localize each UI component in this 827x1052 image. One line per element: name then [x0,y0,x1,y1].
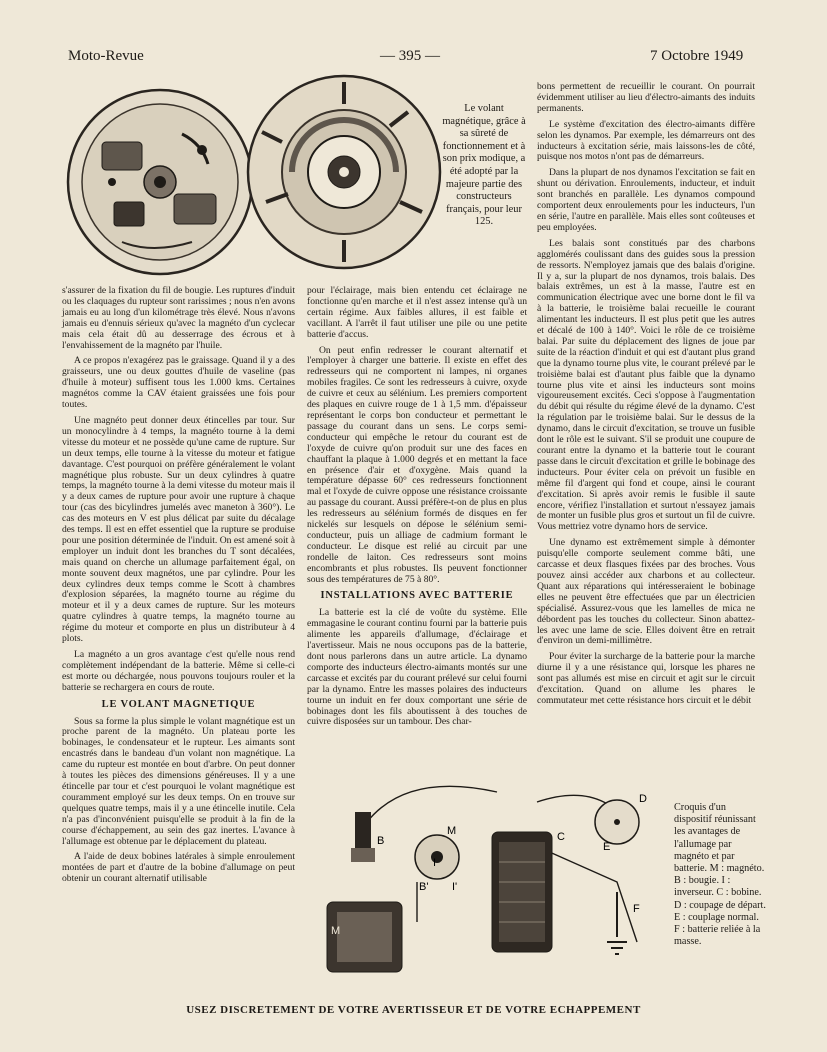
paragraph: Pour éviter la surcharge de la batterie pour la marche diurne il y a une résistance qui, lorsque les phares ne sont pas allumés est mise en circuit et agit sur le circuit d'excitation. Quand on allume les phares le commutateur met cette résistance hors circuit et le débit [537,651,755,706]
magneto-drawing [327,902,402,972]
magazine-title: Moto-Revue [68,48,144,64]
section-heading-volant: LE VOLANT MAGNETIQUE [101,698,256,710]
top-figure-caption: Le volant magnétique, grâce à sa sûreté de fonctionnement et à son prix modique, a été adopté par la majeure partie des constructeurs français, pour leur 125. [442,103,526,228]
paragraph: s'assurer de la fixation du fil de bougie. Les ruptures d'induit ou les claquages du rupteur sont rarissimes ; nous n'en avons jamais eu au long d'un kilométrage très élevé. Nous n'avons jamais eu d'ennuis sérieux qu'avec la magnéto d'un cyclecar mais cela était dû au desserrage des écrous et à l'envahissement de la magnéto par l'huile. [62,285,295,351]
section-heading-batterie: INSTALLATIONS AVEC BATTERIE [320,590,514,602]
bottom-figure-caption: Croquis d'un dispositif réunissant les avantages de l'allumage par magnéto et par batterie. M : magnéto. B : bougie. I : inverseur. C : bobine. D : coupage de départ. E : couplage normal. F : batterie reliée à la masse. [674,802,766,948]
paragraph: A ce propos n'exagérez pas le graissage. Quand il y a des graisseurs, une ou deux gouttes d'huile de vaseline (pas d'huile à moteur) suffisent tous les 1.000 kms. Certaines magnétos comme la CAV étaient graissées une fois pour toutes. [62,355,295,411]
issue-date: 7 Octobre 1949 [650,48,744,64]
diagram-label: M [331,925,341,937]
paragraph: pour l'éclairage, mais bien entendu cet éclairage ne fonctionne qu'en marche et il n'est assez intense qu'à un certain régime. Aux faibles allures, il est faible et vacillant. A l'arrêt il faut utiliser une pile ou une petite batterie d'accus. [307,285,527,340]
paragraph: La magnéto a un gros avantage c'est qu'elle nous rend complètement indépendant de la batterie. Même si celle-ci est morte ou déchargée, nous pouvons toujours rouler et la batterie se rechargera en cours de route. [62,649,295,693]
column-2 [307,286,527,733]
diagram-label: I [433,857,437,869]
paragraph: Dans la plupart de nos dynamos l'excitation se fait en shunt ou dérivation. Enroulements, inducteur, et induit sont branchés en parallèle. Les dynamos compound comportent deux enroulements pour les inducteurs, l'un en série, l'autre en parallèle. Mais elles sont coûteuses et peu employées. [537,167,755,233]
paragraph: bons permettent de recueillir le courant. On pourrait évidemment utiliser au lieu d'électro-aimants des induits permanents. [537,81,755,114]
paragraph: Le système d'excitation des électro-aimants diffère selon les dynamos. Par exemple, les démarreurs ont des inducteurs à excitation série, mais laissons-les de côté, puisque nos motos n'ont pas de démarreurs. [537,118,755,163]
paragraph: A l'aide de deux bobines latérales à simple enroulement montées de part et d'autre de la bobine d'allumage on peut obtenir un courant alternatif utilisable [62,851,295,885]
diagram-label: D [639,793,647,805]
paragraph: Les balais sont constitués par des charbons agglomérés coulissant dans des guides sous la pression de ressorts. N'employez jamais que des balais d'origine. Il y a, sur la plupart de nos dynamos, trois balais. Des balais extrêmes, un est à la masse, l'autre est en communication électrique avec une borne dont le fil va à la batterie, le troisième balai recueille le courant alimentant les inducteurs. Il est plus petit que les autres et décalé de 100 à 140°. Voici le rôle de ce troisième balai. Par suite du déplacement des lignes de joue par suite de la réaction d'induit et qui est d'autant plus grand que la dynamo tourne plus vite, le courant prélevé par le troisième balai est d'autant plus faible que la dynamo tourne plus vite et ainsi les inducteurs sont moins vigoureusement excités. Ceci s'oppose à l'augmentation du débit qui résulte du régime élevé de la dynamo. C'est la régulation par le troisième balai. Sur le dessus de la dynamo, dans le circuit d'excitation, se trouve un fusible dont le rôle est le suivant. S'il se produit une coupure de courant entre la dynamo et la batterie tout le courant passe dans le circuit d'excitation et grille le bobinage des inducteurs. Pour éviter cela on prévoit un fusible en même fil d'argent qui fond et coupe, ainsi le courant d'excitation. Si après avoir remis le fusible il saute encore, vérifiez l'installation et surtout n'essayez jamais de monter un fusible plus gros et surtout un fil de cuivre. Vous mettriez votre dynamo hors de service. [537,237,755,533]
magneto-flywheel-drawing [248,76,440,268]
diagram-label: I' [452,881,458,893]
magneto-stator-drawing [68,90,252,274]
diagram-label: C [557,831,565,843]
paragraph: Sous sa forme la plus simple le volant magnétique est un proche parent de la magnéto. Un plateau porte les bobinages, le condensateur et le rupteur. Les aimants sont encastrés dans le bandeau d'un volant non magnétique. La came du rupteur est montée en bout d'arbre. On peut donner à toutes les pièces des dimensions généreuses. Il y a une étincelle par tour et c'est pourquoi le volant magnétique est couramment employé sur les deux temps. On en trouve sur quelques quatre temps, mais il y a une étincelle inutile. Cela n'a pas d'inconvénient puisqu'elle se produit à la fin de la course d'échappement, au sein des gaz inertes. L'avance à l'allumage est obtenue par le déplacement du plateau. [62,715,295,847]
diagram-label: B' [419,881,429,893]
diagram-label: F [633,903,640,915]
ignition-coil-drawing [492,832,552,952]
paragraph: Une magnéto peut donner deux étincelles par tour. Sur un monocylindre à 4 temps, la magnéto tourne à la demi vitesse du moteur et ne possède qu'une came de rupture. Sur un deux temps, elle tourne à la vitesse du moteur et fatigue davantage. C'est pourquoi on préfère généralement le volant magnétique plus robuste. Sur un deux cylindres à quatre temps, la magnéto tourne à la demi vitesse du moteur mais il y a deux cames de rupture pour avoir une rupture à chaque tour (cas des bicylindres jumelés avec maneton à 360°). Le cas des moteurs en V est plus délicat par suite du décalage des temps. Il est en effet essentiel que la rupture se produise pour une position déterminée de l'induit. On est amené soit à employer un induit dont les branches du T sont décalées, mais quand on cherche un allumage parfaitement égal, on monte souvent deux magnétos, une par cylindre. Pour les deux cylindres deux temps comme le Scott à chambres d'explosion séparées, la magnéto tourne au régime du moteur et il y a deux cames de rupture. Sur les moteurs quatre cylindres à quatre temps, la magnéto tourne au régime du moteur et comporte en plus un distributeur à 4 plots. [62,414,295,645]
diagram-label: B [377,835,385,847]
column-1 [62,286,295,890]
page-number: — 395 — [380,48,440,64]
switch-dial-drawing [595,800,639,844]
diagram-label: M [447,825,457,837]
diagram-label: E [603,841,611,853]
switch-drawing [415,835,459,879]
top-illustration [62,72,447,282]
paragraph: Une dynamo est extrêmement simple à démonter puisqu'elle comporte seulement comme bâti, une carcasse et deux flasques fixées par des broches. Vous pouvez ainsi accéder aux charbons et au collecteur. Quant aux réparations qui intéresseraient le bobinage elles ne peuvent être effectuées que par un électricien spécialisé. Assurez-vous que les lamelles de mica ne débordent pas les touches du collecteur. Sinon abattez-les avec une lame de scie. Elles doivent être en retrait d'environ un demi-millimètre. [537,537,755,647]
column-3 [537,82,755,712]
spark-plug-drawing [351,812,375,862]
paragraph: La batterie est la clé de voûte du système. Elle emmagasine le courant continu fourni par la batterie puis alimente les appareils d'allumage, d'éclairage et l'avertisseur. Mais ne nous occupons pas de la batterie, dont nous parlerons dans un autre article. La dynamo comporte des inducteurs électro-aimants montés sur une carcasse et excités par du courant prélevé sur celui fourni par la dynamo. Entre les masses polaires des inducteurs tourne un induit en fer doux comportant une série de bobinages dont les fils aboutissent à des touches de cuivre disposées sur un tambour. Des char- [307,607,527,728]
footer-slogan: USEZ DISCRETEMENT DE VOTRE AVERTISSEUR ET DE VOTRE ECHAPPEMENT [186,1004,641,1016]
paragraph: On peut enfin redresser le courant alternatif et l'employer à charger une batterie. Il existe en effet des redresseurs qui ne comportent ni lampes, ni organes mobiles fragiles. Ce sont les redresseurs à cuivre, oxyde de cuivre et ceux au sélénium. Les premiers comportent des plaques en cuivre rouge de 1 à 1,5 mm. d'épaisseur représentant le corps bon conducteur et permettant le passage du courant dans un sens. Le corps semi-conducteur qui empêche le retour du courant est de l'oxyde de cuivre qu'on produit sur une des faces en chauffant la plaque à 1.000 degrés et en mettant la face en présence d'air et d'oxygène. Mais quand la température dépasse 60° ces redresseurs fonctionnent mal et l'oxyde de cuivre oppose une résistance croissante au passage du courant. Aussi préfère-t-on de plus en plus les redresseurs au sélénium formés de disques en fer nickelés sur lesquels on dépose le sélénium semi-conducteur, puis un alliage de cadmium formant le conducteur. Le disque est relié au circuit par une rondelle de laiton. Ces redresseurs sont moins encombrants et plus robustes. Ils peuvent fonctionner sous des températures de 75 à 80°. [307,344,527,585]
wiring-diagram [307,762,667,987]
